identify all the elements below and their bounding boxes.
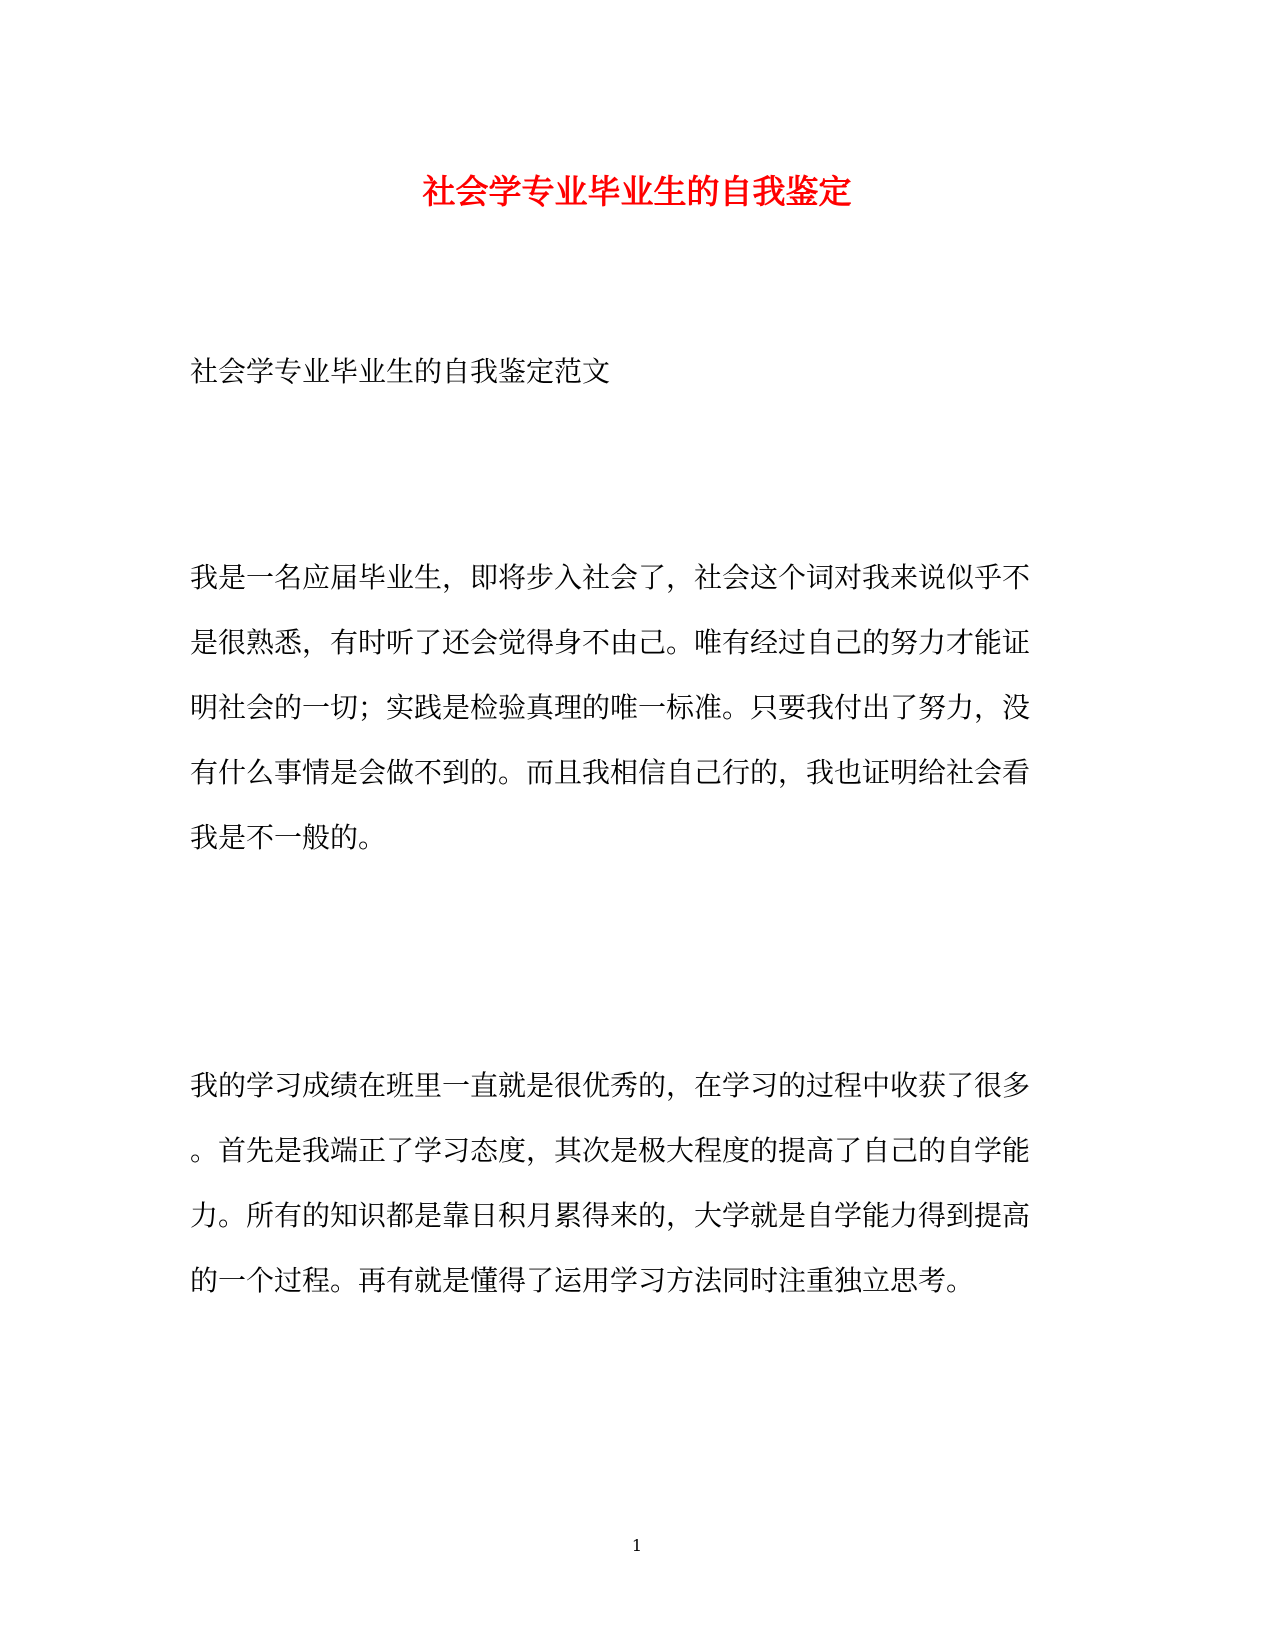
page-number: 1 [631, 1536, 643, 1555]
paragraph-line: 我的学习成绩在班里一直就是很优秀的，在学习的过程中收获了很多 [190, 1069, 1031, 1102]
paragraph-line: 有什么事情是会做不到的。而且我相信自己行的，我也证明给社会看 [190, 756, 1031, 789]
paragraph-line: 明社会的一切；实践是检验真理的唯一标准。只要我付出了努力，没 [190, 691, 1031, 724]
paragraph-2 [190, 1053, 1070, 1313]
paragraph-line: 是很熟悉，有时听了还会觉得身不由己。唯有经过自己的努力才能证 [190, 626, 1031, 659]
paragraph-1 [190, 545, 1070, 870]
paragraph-line: 。首先是我端正了学习态度，其次是极大程度的提高了自己的自学能 [190, 1134, 1031, 1167]
paragraph-line: 力。所有的知识都是靠日积月累得来的，大学就是自学能力得到提高 [190, 1199, 1031, 1232]
paragraph-line: 我是一名应届毕业生，即将步入社会了，社会这个词对我来说似乎不 [190, 561, 1031, 594]
paragraph-line: 我是不一般的。 [190, 821, 387, 854]
paragraph-line: 的一个过程。再有就是懂得了运用学习方法同时注重独立思考。 [190, 1264, 975, 1297]
document-subtitle: 社会学专业毕业生的自我鉴定范文 [190, 355, 611, 388]
document-title: 社会学专业毕业生的自我鉴定 [422, 172, 852, 211]
